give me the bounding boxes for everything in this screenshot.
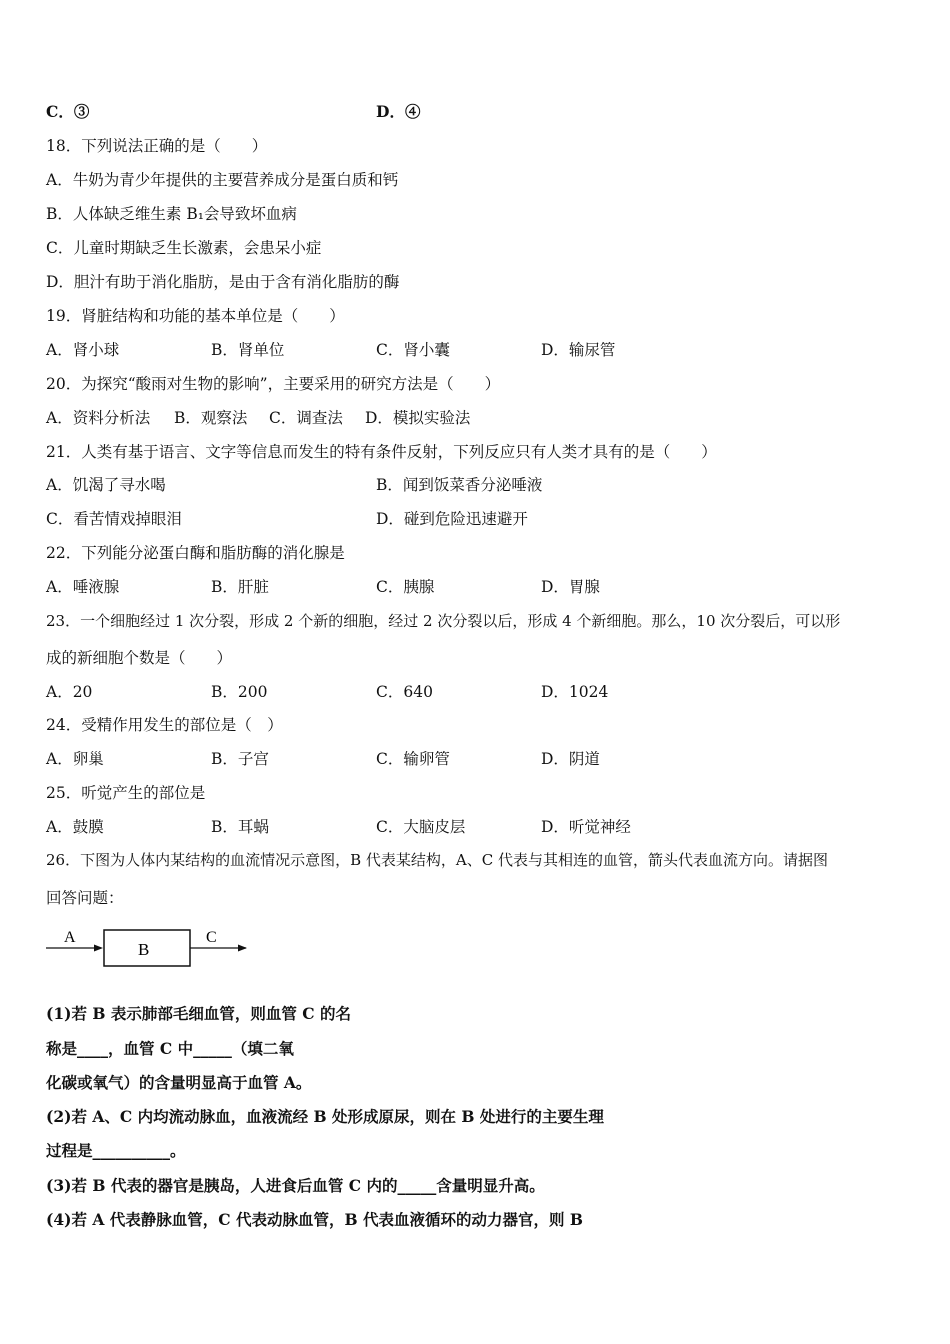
q26-sub1-line2: 称是____，血管 C 中_____（填二氧 <box>46 1039 294 1058</box>
q21-option-b: B．闻到饭菜香分泌唾液 <box>376 476 543 494</box>
q23-stem-line2: 成的新细胞个数是（ ） <box>46 649 233 667</box>
q25-option-b: B．耳蜗 <box>211 818 269 836</box>
q26-stem-line2: 回答问题： <box>46 889 124 907</box>
q19-option-b: B．肾单位 <box>211 341 285 359</box>
arrow-a-head <box>94 945 103 952</box>
blood-flow-diagram <box>46 922 256 972</box>
q25-stem: 25．听觉产生的部位是 <box>46 784 206 802</box>
q25-option-a: A．鼓膜 <box>46 818 104 836</box>
q23-option-c: C．640 <box>376 683 433 701</box>
q20-option-c: C．调查法 <box>269 409 343 427</box>
q21-option-d: D．碰到危险迅速避开 <box>376 510 528 528</box>
q26-sub2-line1: (2)若 A、C 内均流动脉血，血液流经 B 处形成原尿，则在 B 处进行的主要生理 <box>46 1107 604 1126</box>
q20-option-d: D．模拟实验法 <box>365 409 471 427</box>
q21-stem: 21．人类有基于语言、文字等信息而发生的特有条件反射，下列反应只有人类才具有的是（ ） <box>46 443 717 461</box>
q24-option-c: C．输卵管 <box>376 750 450 768</box>
label-b: B <box>138 940 150 959</box>
q26-sub1-line3: 化碳或氧气）的含量明显高于血管 A。 <box>46 1073 312 1092</box>
q22-option-a: A．唾液腺 <box>46 578 120 596</box>
q18-option-c: C．儿童时期缺乏生长激素，会患呆小症 <box>46 239 322 257</box>
label-c: C <box>206 929 217 946</box>
q18-option-a: A．牛奶为青少年提供的主要营养成分是蛋白质和钙 <box>46 171 399 189</box>
q26-sub1-line1: (1)若 B 表示肺部毛细血管，则血管 C 的名 <box>46 1004 351 1023</box>
q19-option-c: C．肾小囊 <box>376 341 450 359</box>
q26-stem-line1: 26．下图为人体内某结构的血流情况示意图，B 代表某结构，A、C 代表与其相连的血管，箭头代表血流方向。请据图 <box>46 851 828 869</box>
q19-option-a: A．肾小球 <box>46 341 120 359</box>
q23-option-a: A．20 <box>46 683 93 701</box>
q20-stem: 20．为探究“酸雨对生物的影响”，主要采用的研究方法是（ ） <box>46 375 501 393</box>
q25-option-c: C．大脑皮层 <box>376 818 466 836</box>
q20-option-a: A．资料分析法 <box>46 409 151 427</box>
q24-stem: 24．受精作用发生的部位是（ ） <box>46 716 283 734</box>
q22-stem: 22．下列能分泌蛋白酶和脂肪酶的消化腺是 <box>46 544 345 562</box>
q18-stem: 18．下列说法正确的是（ ） <box>46 137 268 155</box>
q26-sub3: (3)若 B 代表的器官是胰岛，人进食后血管 C 内的_____含量明显升高。 <box>46 1176 545 1195</box>
q19-stem: 19．肾脏结构和功能的基本单位是（ ） <box>46 307 345 325</box>
q24-option-d: D．阴道 <box>541 750 600 768</box>
q23-option-b: B．200 <box>211 683 268 701</box>
q23-option-d: D．1024 <box>541 683 609 701</box>
arrow-c-head <box>238 945 247 952</box>
q20-option-b: B．观察法 <box>174 409 248 427</box>
q18-option-d: D．胆汁有助于消化脂肪，是由于含有消化脂肪的酶 <box>46 273 400 291</box>
q21-option-a: A．饥渴了寻水喝 <box>46 476 166 494</box>
q22-option-d: D．胃腺 <box>541 578 600 596</box>
q26-sub4: (4)若 A 代表静脉血管，C 代表动脉血管，B 代表血液循环的动力器官，则 B <box>46 1210 583 1229</box>
q21-option-c: C．看苦情戏掉眼泪 <box>46 510 182 528</box>
q24-option-b: B．子宫 <box>211 750 269 768</box>
q26-sub2-line2: 过程是__________。 <box>46 1141 186 1160</box>
q25-option-d: D．听觉神经 <box>541 818 631 836</box>
q22-option-c: C．胰腺 <box>376 578 435 596</box>
label-a: A <box>64 929 76 946</box>
q23-stem-line1: 23．一个细胞经过 1 次分裂，形成 2 个新的细胞，经过 2 次分裂以后，形成 4 个新细胞。那么，10 次分裂后，可以形 <box>46 612 841 630</box>
q17-option-d: D．④ <box>376 102 421 121</box>
q19-option-d: D．输尿管 <box>541 341 616 359</box>
q24-option-a: A．卵巢 <box>46 750 104 768</box>
q18-option-b: B．人体缺乏维生素 B₁会导致坏血病 <box>46 205 297 223</box>
q17-option-c: C．③ <box>46 102 90 121</box>
q22-option-b: B．肝脏 <box>211 578 269 596</box>
